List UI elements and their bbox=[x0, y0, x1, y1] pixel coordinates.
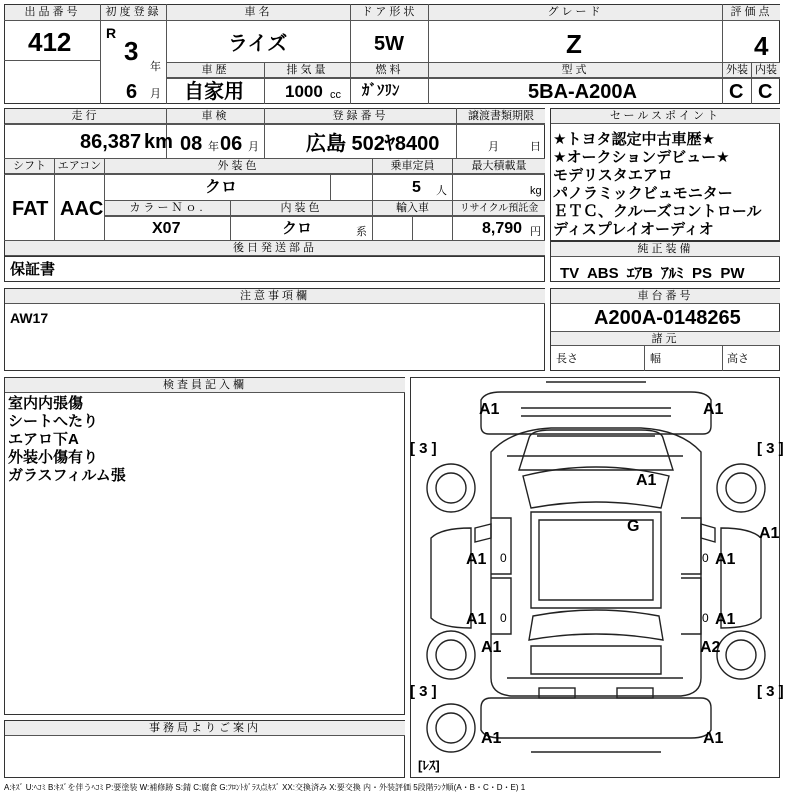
damage-mark: A1 bbox=[715, 611, 736, 628]
inspector-line: エアロ下A bbox=[8, 431, 79, 448]
sales-point: ディスプレイオーディオ bbox=[553, 221, 714, 238]
later-parts-value: 保証書 bbox=[10, 261, 56, 278]
spare-tire: [ﾚｽ] bbox=[418, 758, 440, 773]
equipment-item: ｱﾙﾐ bbox=[661, 265, 684, 282]
door-type: 5W bbox=[374, 33, 404, 55]
sales-point: ★オークションデビュー★ bbox=[553, 149, 730, 166]
transfer-day-unit: 日 bbox=[530, 141, 541, 153]
sales-points-list bbox=[553, 131, 762, 239]
equipment-item: ｴｱB bbox=[626, 265, 653, 282]
recycle-deposit: 8,790 bbox=[482, 220, 523, 237]
notes-label: 注意事項欄 bbox=[5, 289, 545, 304]
model-code: 5BA-A200A bbox=[528, 81, 637, 103]
registration-month: 6 bbox=[126, 81, 138, 103]
damage-mark: A2 bbox=[700, 639, 721, 656]
height-label: 高さ bbox=[727, 353, 749, 365]
interior-color-unit: 系 bbox=[356, 226, 367, 238]
shift-type: FAT bbox=[12, 198, 49, 220]
displacement-label: 排気量 bbox=[265, 63, 350, 78]
color-label: 外装色 bbox=[105, 159, 372, 174]
color-number: X07 bbox=[152, 220, 181, 237]
inspector-line: シートへたり bbox=[8, 413, 99, 430]
exterior-color: クロ bbox=[205, 179, 238, 196]
damage-mark: A1 bbox=[466, 551, 487, 568]
tire-depth: [ 3 ] bbox=[757, 440, 784, 457]
office-label: 事務局よりご案内 bbox=[5, 721, 405, 736]
aircon-label: エアコン bbox=[55, 159, 104, 174]
interior-color: クロ bbox=[282, 220, 313, 237]
interior-grade-label: 内装 bbox=[752, 63, 780, 78]
width-label: 幅 bbox=[650, 353, 661, 365]
interior-color-label: 内装色 bbox=[231, 201, 372, 216]
chassis-number: A200A-0148265 bbox=[594, 307, 741, 329]
max-load-unit: kg bbox=[530, 185, 542, 197]
year-unit: 年 bbox=[150, 61, 161, 73]
vehicle-history: 自家用 bbox=[184, 81, 244, 103]
zero-mark: 0 bbox=[702, 551, 709, 565]
equipment-label: 純正装備 bbox=[551, 242, 780, 257]
fuel-label: 燃料 bbox=[351, 63, 428, 78]
car-name-label: 車名 bbox=[167, 5, 350, 21]
equipment-item: TV bbox=[560, 265, 580, 282]
inspector-label: 検査員記入欄 bbox=[5, 378, 405, 393]
length-label: 長さ bbox=[556, 353, 578, 365]
aircon-type: AAC bbox=[60, 198, 104, 220]
sales-points-label: セールスポイント bbox=[551, 109, 780, 124]
mileage: 86,387 bbox=[80, 131, 142, 153]
car-diagram bbox=[410, 377, 780, 778]
mileage-label: 走行 bbox=[5, 109, 166, 124]
capacity-label: 乗車定員 bbox=[373, 159, 452, 174]
chassis-label: 車台番号 bbox=[551, 289, 780, 304]
exterior-grade-label: 外装 bbox=[723, 63, 751, 78]
recycle-unit: 円 bbox=[530, 226, 541, 238]
max-load-label: 最大積載量 bbox=[453, 159, 545, 174]
tire-depth: [ 3 ] bbox=[410, 440, 437, 457]
equipment-item: PW bbox=[720, 265, 745, 282]
mileage-unit: km bbox=[144, 131, 173, 153]
displacement-unit: cc bbox=[330, 89, 341, 101]
damage-mark: A1 bbox=[703, 401, 724, 418]
later-parts-label: 後日発送部品 bbox=[5, 241, 545, 256]
fuel: ｶﾞｿﾘﾝ bbox=[362, 82, 400, 99]
plate-label: 登録番号 bbox=[265, 109, 456, 124]
damage-mark: A1 bbox=[759, 525, 780, 542]
equipment-item: PS bbox=[692, 265, 713, 282]
era: R bbox=[106, 25, 117, 41]
tire-depth: [ 3 ] bbox=[757, 683, 784, 700]
tire-depth: [ 3 ] bbox=[410, 683, 437, 700]
damage-mark: G bbox=[627, 518, 640, 535]
model-label: 型式 bbox=[429, 63, 722, 78]
spec-label: 諸元 bbox=[551, 331, 780, 346]
shift-label: シフト bbox=[5, 159, 54, 174]
interior-grade: C bbox=[758, 81, 773, 103]
damage-mark: A1 bbox=[715, 551, 736, 568]
inspection-year: 08 bbox=[180, 133, 203, 155]
inspection-label: 車検 bbox=[167, 109, 264, 124]
legend: A:ｷｽﾞ U:ﾍｺﾐ B:ｷｽﾞを伴うﾍｺﾐ P:要塗装 W:補修跡 S:錆 C:腐食 G:ﾌﾛﾝﾄｶﾞﾗｽ点ｷｽﾞ XX:交換済み X:要交換 内・外装評価 5段階ﾗﾝｸ順(A・B・C・D・E) 1 bbox=[4, 783, 526, 792]
equipment-item: ABS bbox=[586, 265, 619, 282]
score: 4 bbox=[754, 31, 769, 61]
damage-mark: A1 bbox=[481, 730, 502, 747]
month-unit: 月 bbox=[150, 88, 161, 100]
transfer-month-unit: 月 bbox=[488, 141, 499, 153]
history-label: 車歴 bbox=[167, 63, 264, 78]
grade-label: グレード bbox=[429, 5, 722, 21]
inspection-month: 06 bbox=[220, 133, 243, 155]
later-parts-box bbox=[4, 256, 545, 282]
damage-mark: A1 bbox=[636, 472, 657, 489]
inspector-line: 室内内張傷 bbox=[8, 395, 84, 412]
first-registration-label: 初度登録 bbox=[101, 5, 166, 21]
zero-mark: 0 bbox=[500, 611, 507, 625]
transfer-deadline-label: 譲渡書類期限 bbox=[457, 109, 545, 124]
equipment-list bbox=[560, 262, 745, 283]
inspector-line: 外装小傷有り bbox=[8, 449, 99, 466]
lot-label: 出品番号 bbox=[5, 5, 100, 21]
capacity: 5 bbox=[412, 179, 421, 196]
recycle-label: リサイクル預託金 bbox=[453, 201, 545, 216]
zero-mark: 0 bbox=[500, 551, 507, 565]
damage-mark: A1 bbox=[703, 730, 724, 747]
displacement: 1000 bbox=[285, 82, 323, 101]
registration-plate: 広島 502ﾔ8400 bbox=[306, 133, 440, 155]
car-name: ライズ bbox=[228, 33, 288, 55]
lot-number: 412 bbox=[28, 27, 72, 57]
inspection-year-unit: 年 bbox=[208, 141, 219, 153]
sales-point: モデリスタエアロ bbox=[553, 167, 673, 184]
sales-point: ＥＴＣ、クルーズコントロール bbox=[553, 203, 762, 220]
import-label: 輸入車 bbox=[373, 201, 452, 216]
inspector-notes bbox=[8, 395, 126, 485]
grade: Z bbox=[566, 29, 582, 59]
color-number-label: カラーＮｏ. bbox=[105, 201, 230, 216]
sales-point: パノラミックビュモニター bbox=[553, 185, 733, 202]
damage-mark: A1 bbox=[479, 401, 500, 418]
registration-year: 3 bbox=[124, 36, 139, 66]
score-label: 評価点 bbox=[723, 5, 780, 21]
damage-mark: A1 bbox=[481, 639, 502, 656]
car-outline bbox=[411, 378, 779, 777]
inspector-line: ガラスフィルム張 bbox=[8, 467, 126, 484]
capacity-unit: 人 bbox=[436, 185, 447, 197]
exterior-grade: C bbox=[729, 81, 744, 103]
damage-mark: A1 bbox=[466, 611, 487, 628]
sales-point: ★トヨタ認定中古車歴★ bbox=[553, 131, 715, 148]
door-label: ドア形状 bbox=[351, 5, 428, 21]
zero-mark: 0 bbox=[702, 611, 709, 625]
notes-text: AW17 bbox=[10, 310, 49, 326]
inspection-month-unit: 月 bbox=[248, 141, 259, 153]
